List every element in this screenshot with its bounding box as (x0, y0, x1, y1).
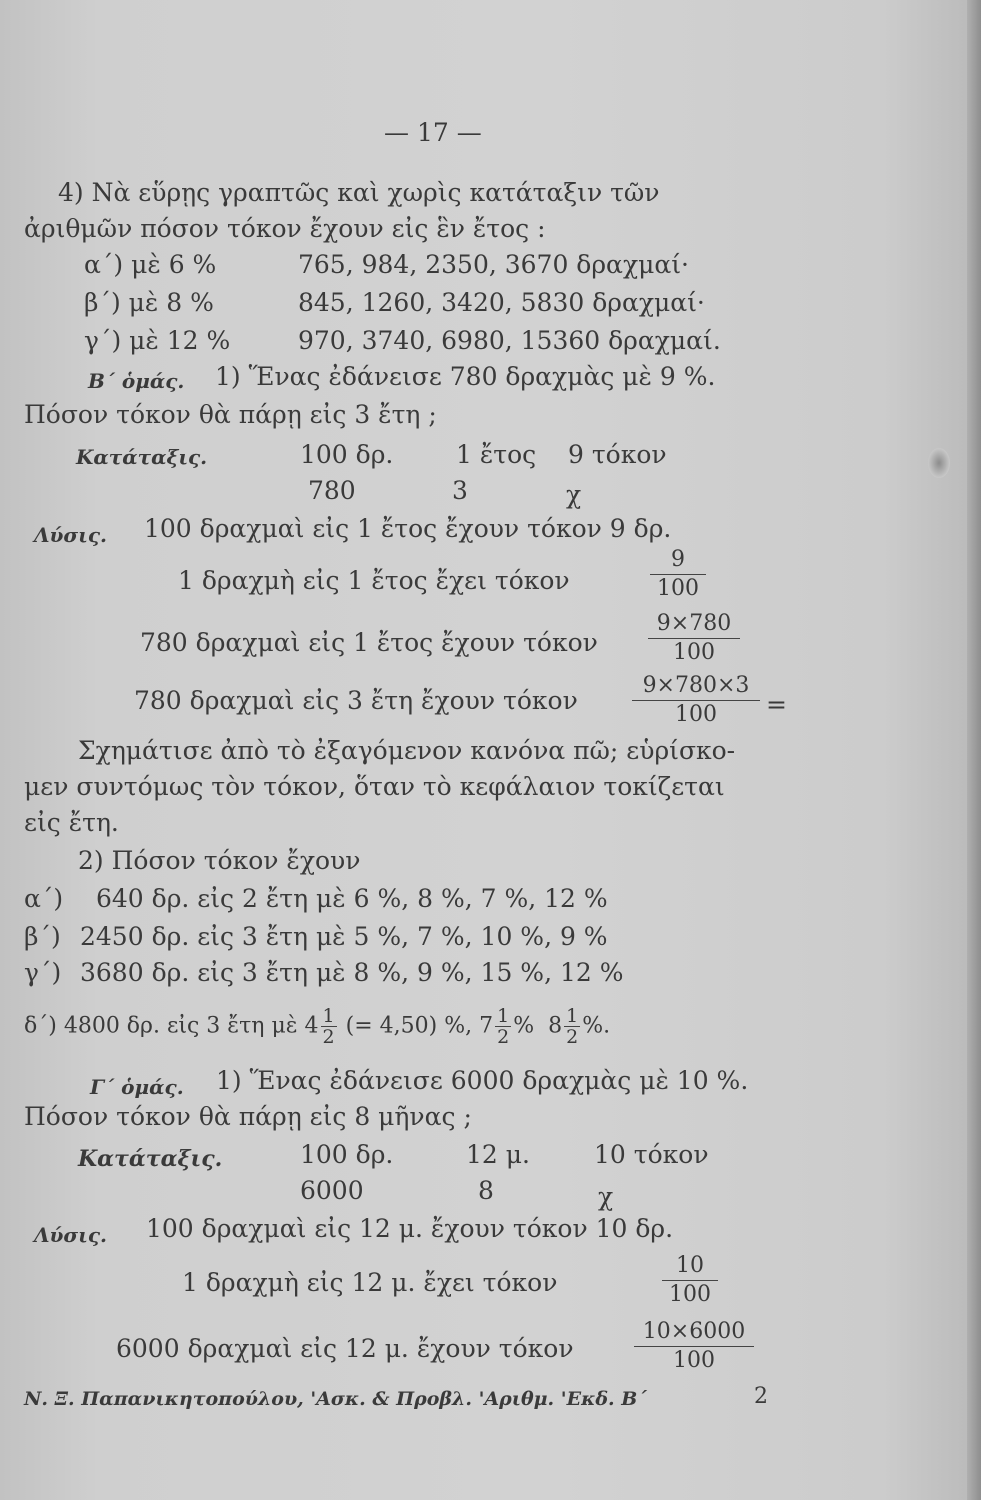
q2-row-d-tail: %. (582, 1013, 611, 1039)
group-b-step4-fraction (632, 674, 760, 727)
fraction-denominator: 100 (675, 702, 717, 727)
group-b-step4-equals: = (766, 690, 787, 719)
q2-row-d-end: 8 (548, 1013, 563, 1039)
ex4-row-b-values: 845, 1260, 3420, 5830 δραχμαί· (298, 288, 705, 317)
fraction-numerator: 9×780×3 (632, 674, 760, 701)
group-c-step2: 1 δραχμὴ εἰς 12 μ. ἔχει τόκον (182, 1268, 558, 1297)
fraction-denominator: 100 (673, 1348, 715, 1373)
ex4-line1: 4) Νὰ εὕρῃς γραπτῶς καὶ χωρὶς κατάταξιν τῶν (58, 178, 660, 207)
ex4-line2: ἀριθμῶν πόσον τόκον ἔχουν εἰς ἓν ἔτος : (24, 214, 546, 243)
ex4-row-c-label: γ΄) μὲ 12 % (84, 326, 231, 355)
group-b-line1: 1) Ἕνας ἐδάνεισε 780 δραχμὰς μὲ 9 %. (215, 362, 716, 391)
group-b-kat-r1c1: 100 δρ. (300, 440, 394, 469)
group-b-step2: 1 δραχμὴ εἰς 1 ἔτος ἔχει τόκον (178, 566, 570, 595)
group-c-kat-r1c1: 100 δρ. (300, 1140, 394, 1169)
group-b-note1: Σχημάτισε ἀπὸ τὸ ἐξαγόμενον κανόνα πῶ; εὑρίσκο- (78, 736, 736, 765)
q2-row-d-mid: (= 4,50) %, 7 (345, 1013, 494, 1039)
group-b-kat-r2c2: 3 (452, 476, 468, 505)
group-b-line2: Πόσον τόκον θὰ πάρῃ εἰς 3 ἔτη ; (24, 400, 437, 429)
fraction-denominator: 2 (497, 1026, 510, 1048)
q2-row-a-label: α΄) (24, 884, 64, 913)
q2-row-b-text: 2450 δρ. εἰς 3 ἔτη μὲ 5 %, 7 %, 10 %, 9 % (80, 922, 608, 951)
ex4-row-c-values: 970, 3740, 6980, 15360 δραχμαί. (298, 326, 721, 355)
group-c-heading: Γ΄ ὁμάς. (90, 1075, 184, 1099)
fraction-numerator: 10 (662, 1254, 718, 1281)
group-b-kat-r2c3: χ (566, 480, 582, 509)
group-c-line2: Πόσον τόκον θὰ πάρῃ εἰς 8 μῆνας ; (24, 1102, 472, 1131)
group-b-kat-r2c1: 780 (308, 476, 356, 505)
group-c-kat-label: Κατάταξις. (78, 1146, 223, 1172)
ink-spot (928, 448, 950, 478)
fraction-numerator: 1 (497, 1005, 510, 1027)
q2-row-d-prefix: δ΄) 4800 δρ. εἰς 3 ἔτη μὲ 4 (24, 1013, 319, 1039)
fraction-numerator: 10×6000 (634, 1320, 754, 1347)
q2-row-d-pct: % (513, 1013, 535, 1039)
group-b-step3-fraction (648, 612, 740, 665)
q2-row-c-text: 3680 δρ. εἰς 3 ἔτη μὲ 8 %, 9 %, 15 %, 12 % (80, 958, 624, 987)
footer-sheet-number: 2 (754, 1384, 768, 1409)
group-b-q2: 2) Πόσον τόκον ἔχουν (78, 846, 361, 875)
page-number: — 17 — (384, 118, 482, 147)
group-c-step3: 6000 δραχμαὶ εἰς 12 μ. ἔχουν τόκον (116, 1334, 574, 1363)
group-c-step2-fraction (662, 1254, 718, 1307)
fraction-numerator: 1 (322, 1005, 335, 1027)
group-b-kat-r1c3: 9 τόκον (568, 440, 667, 469)
half-fraction (321, 1006, 337, 1047)
group-c-kat-r2c1: 6000 (300, 1176, 364, 1205)
fraction-denominator: 100 (657, 576, 699, 601)
group-c-kat-r2c3: χ (598, 1182, 614, 1211)
ex4-row-a-label: α΄) μὲ 6 % (84, 250, 217, 279)
fraction-denominator: 100 (669, 1282, 711, 1307)
page-edge (967, 0, 981, 1500)
fraction-numerator: 9 (650, 548, 706, 575)
group-b-step4: 780 δραχμαὶ εἰς 3 ἔτη ἔχουν τόκον (134, 686, 578, 715)
group-b-note3: εἰς ἔτη. (24, 808, 119, 837)
q2-row-a-text: 640 δρ. εἰς 2 ἔτη μὲ 6 %, 8 %, 7 %, 12 % (96, 884, 608, 913)
group-c-line1: 1) Ἕνας ἐδάνεισε 6000 δραχμὰς μὲ 10 %. (216, 1066, 749, 1095)
q2-row-b-label: β΄) (24, 922, 61, 951)
group-b-note2: μεν συντόμως τὸν τόκον, ὅταν τὸ κεφάλαιον τοκίζεται (24, 772, 725, 801)
fraction-numerator: 9×780 (648, 612, 740, 639)
footer-signature: Ν. Ξ. Παπανικητοπούλου, 'Ασκ. & Προβλ. 'Αριθμ. 'Εκδ. Β΄ (24, 1388, 647, 1410)
group-b-step1: 100 δραχμαὶ εἰς 1 ἔτος ἔχουν τόκον 9 δρ. (144, 514, 672, 543)
half-fraction (495, 1006, 511, 1047)
group-b-kat-label: Κατάταξις. (76, 445, 208, 469)
group-c-step3-fraction (634, 1320, 754, 1373)
q2-row-c-label: γ΄) (24, 958, 62, 987)
ex4-row-a-values: 765, 984, 2350, 3670 δραχμαί· (298, 250, 689, 279)
group-b-step3: 780 δραχμαὶ εἰς 1 ἔτος ἔχουν τόκον (140, 628, 598, 657)
q2-row-d (24, 1006, 610, 1047)
group-b-kat-r1c2: 1 ἔτος (456, 440, 537, 469)
group-c-kat-r2c2: 8 (478, 1176, 494, 1205)
fraction-denominator: 2 (322, 1026, 335, 1048)
group-b-heading: Β΄ ὁμάς. (88, 369, 185, 393)
fraction-denominator: 2 (566, 1026, 579, 1048)
group-b-lysis-label: Λύσις. (34, 523, 107, 547)
group-c-lysis-label: Λύσις. (34, 1223, 107, 1247)
ex4-row-b-label: β΄) μὲ 8 % (84, 288, 214, 317)
fraction-denominator: 100 (673, 640, 715, 665)
group-c-kat-r1c2: 12 μ. (466, 1140, 530, 1169)
half-fraction (564, 1006, 580, 1047)
group-c-step1: 100 δραχμαὶ εἰς 12 μ. ἔχουν τόκον 10 δρ. (146, 1214, 674, 1243)
group-b-step2-fraction (650, 548, 706, 601)
fraction-numerator: 1 (566, 1005, 579, 1027)
group-c-kat-r1c3: 10 τόκον (594, 1140, 709, 1169)
